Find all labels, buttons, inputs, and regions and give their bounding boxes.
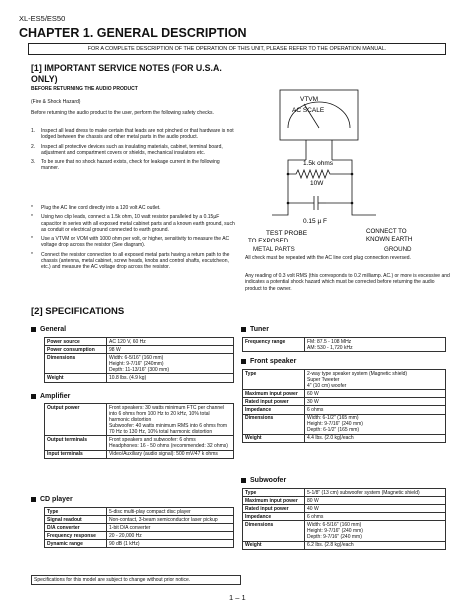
amplifier-spec-table xyxy=(44,403,234,459)
spec-value: 4.4 lbs. (2.0 kg)/each xyxy=(305,434,446,442)
list-marker: 1. xyxy=(31,128,36,134)
table-row xyxy=(243,338,446,352)
exposed-parts-label-1: TO EXPOSED xyxy=(248,238,289,242)
list-marker: 3. xyxy=(31,159,36,166)
spec-value: 90 dB (1 kHz) xyxy=(107,540,234,548)
spec-label: Output power xyxy=(45,404,107,436)
list-text: Connect the resistor connection to all exposed metal parts having a return path to the chassis (antenna, metal cabinet, screw heads, knobs and control shafts, escutcheon, etc.) and measure the AC voltage drop across the resistor. xyxy=(41,251,230,271)
table-row xyxy=(243,414,446,434)
list-text: Using two clip leads, connect a 1.5k ohm, 10 watt resistor paralleled by a 0.15µF capacitor in series with all exposed metal cabinet parts and a known earth ground, such as conduit or electrical ground connected to earth ground. xyxy=(41,214,235,233)
spec-value: Front speakers: 30 watts minimum FTC per channel into 6 ohms from 100 Hz to 20 kHz, 10% total harmonic distortion Subwoofer: 40 watts minimum RMS into 6 ohms from 70 Hz to 130 Hz, 10% total harmonic distortion xyxy=(107,404,234,436)
earth-ground-label-2: KNOWN EARTH xyxy=(366,236,413,242)
table-row xyxy=(243,513,446,521)
table-row xyxy=(45,516,234,524)
spec-label: Type xyxy=(243,489,305,497)
spec-label: Impedance xyxy=(243,513,305,521)
general-heading: General xyxy=(31,326,66,333)
spec-label: D/A converter xyxy=(45,524,107,532)
spec-label: Frequency range xyxy=(243,338,305,352)
spec-label: Dynamic range xyxy=(45,540,107,548)
spec-value: 80 W xyxy=(305,497,446,505)
cd-player-heading: CD player xyxy=(31,496,73,503)
specifications-heading: [2] SPECIFICATIONS xyxy=(31,306,125,317)
specification-change-note: Specifications for this model are subject to change without prior notice. xyxy=(31,575,241,585)
resistor-symbol xyxy=(288,170,352,178)
page-number: 1 – 1 xyxy=(229,593,246,602)
table-row xyxy=(45,532,234,540)
meter-scale-arc xyxy=(288,102,350,128)
list-item xyxy=(31,214,236,233)
subwoofer-spec-table xyxy=(242,488,446,550)
table-row xyxy=(45,450,234,458)
table-row xyxy=(45,540,234,548)
meter-leads xyxy=(306,140,332,160)
table-row xyxy=(45,346,234,354)
safety-check-list xyxy=(31,128,236,175)
spec-label: Dimensions xyxy=(243,414,305,434)
table-row xyxy=(45,508,234,516)
capacitor-wires xyxy=(288,174,352,203)
tuner-heading: Tuner xyxy=(241,326,269,333)
fire-shock-hazard: (Fire & Shock Hazard) xyxy=(31,99,81,105)
table-row xyxy=(243,497,446,505)
section-bullet-icon xyxy=(241,478,246,483)
list-item xyxy=(31,205,236,211)
list-text: To be sure that no shock hazard exists, check for leakage current in the following manner. xyxy=(41,159,220,172)
spec-label: Weight xyxy=(243,541,305,549)
subwoofer-heading: Subwoofer xyxy=(241,477,286,484)
test-probe-label: TEST PROBE xyxy=(266,230,308,237)
spec-value: 98 W xyxy=(107,346,234,354)
list-item xyxy=(31,128,236,141)
spec-value: Front speakers and subwoofer: 6 ohms Headphones: 16 - 50 ohms (recommended: 32 ohms) xyxy=(107,436,234,450)
spec-label: Type xyxy=(243,370,305,390)
table-row xyxy=(243,390,446,398)
front-speaker-spec-table xyxy=(242,369,446,443)
spec-label: Weight xyxy=(45,374,107,382)
spec-label: Power consumption xyxy=(45,346,107,354)
exposed-parts-label-2: METAL PARTS xyxy=(253,246,295,253)
list-marker: * xyxy=(31,236,33,243)
spec-label: Maximum input power xyxy=(243,497,305,505)
spec-label: Power source xyxy=(45,338,107,346)
list-text: Use a VTVM or VOM with 1000 ohm per volt, or higher, sensitivity to measure the AC voltage drop across the resistor (See diagram). xyxy=(41,236,230,249)
list-text: Plug the AC line cord directly into a 120 volt AC outlet. xyxy=(41,205,161,211)
table-row xyxy=(243,398,446,406)
spec-value: Width: 6-5/16" (160 mm) Height: 9-7/16" (240mm) Depth: 11-13/16" (300 mm) xyxy=(107,354,234,374)
cd-player-spec-table xyxy=(44,507,234,548)
table-row xyxy=(243,505,446,513)
spec-value: Video/Auxiliary (audio signal): 500 mV/47 k ohms xyxy=(107,450,234,458)
probe-wires xyxy=(272,203,376,215)
table-row xyxy=(45,374,234,382)
leakage-test-diagram xyxy=(248,82,448,242)
safety-intro: Before returning the audio product to the user, perform the following safety checks. xyxy=(31,110,214,116)
list-item xyxy=(31,252,236,271)
wattage-label: 10W xyxy=(310,180,324,187)
list-item xyxy=(31,159,236,172)
table-row xyxy=(45,338,234,346)
spec-value: Width: 6-1/2" (165 mm) Height: 9-7/16" (240 mm) Depth: 6-1/2" (165 mm) xyxy=(305,414,446,434)
capacitor-label: 0.15 µ F xyxy=(303,218,327,225)
table-row xyxy=(243,521,446,541)
spec-label: Frequency response xyxy=(45,532,107,540)
spec-label: Dimensions xyxy=(243,521,305,541)
list-marker: * xyxy=(31,251,33,258)
operation-manual-banner: FOR A COMPLETE DESCRIPTION OF THE OPERATION OF THIS UNIT, PLEASE REFER TO THE OPERATION MANUAL. xyxy=(28,43,446,55)
spec-label: Dimensions xyxy=(45,354,107,374)
spec-value: 5-disc multi-play compact disc player xyxy=(107,508,234,516)
spec-value: FM: 87.5 - 108 MHz AM: 530 - 1,720 kHz xyxy=(305,338,446,352)
ac-scale-label: AC SCALE xyxy=(292,107,325,114)
section-bullet-icon xyxy=(241,359,246,364)
spec-value: 10.8 lbs. (4.9 kg) xyxy=(107,374,234,382)
table-row xyxy=(45,436,234,450)
capacitor-symbol xyxy=(314,196,318,210)
table-row xyxy=(243,370,446,390)
spec-value: 40 W xyxy=(305,505,446,513)
service-notes-heading: [1] IMPORTANT SERVICE NOTES (FOR U.S.A. ONLY) xyxy=(31,63,222,84)
section-bullet-icon xyxy=(31,497,36,502)
model-number: XL-ES5/ES50 xyxy=(19,14,66,23)
table-row xyxy=(243,434,446,442)
spec-label: Input terminals xyxy=(45,450,107,458)
list-marker: * xyxy=(31,205,33,211)
chapter-title: CHAPTER 1. GENERAL DESCRIPTION xyxy=(19,26,247,40)
front-speaker-heading: Front speaker xyxy=(241,358,296,365)
section-bullet-icon xyxy=(31,327,36,332)
spec-label: Weight xyxy=(243,434,305,442)
resistor-label: 1.5k ohms xyxy=(303,160,333,167)
table-row xyxy=(243,541,446,549)
list-text: Inspect all lead dress to make certain that leads are not pinched or that hardware is not lodged between the chassis and other metal parts in the audio product. xyxy=(41,128,234,141)
list-marker: * xyxy=(31,214,33,221)
spec-label: Type xyxy=(45,508,107,516)
spec-label: Output terminals xyxy=(45,436,107,450)
before-returning-heading: BEFORE RETURNING THE AUDIO PRODUCT xyxy=(31,86,138,92)
general-spec-table xyxy=(44,337,234,383)
spec-label: Impedance xyxy=(243,406,305,414)
list-marker: 2. xyxy=(31,143,36,150)
table-row xyxy=(45,524,234,532)
tuner-spec-table xyxy=(242,337,446,352)
section-bullet-icon xyxy=(31,394,36,399)
list-item xyxy=(31,236,236,249)
earth-ground-label-3: GROUND xyxy=(384,246,412,253)
leakage-limit-note: Any reading of 0.3 volt RMS (this corresponds to 0.2 milliamp. AC.) or more is excessive and indicates a potential shock hazard which must be corrected before returning the audio product to the owner. xyxy=(245,273,450,292)
spec-value: 20 - 20,000 Hz xyxy=(107,532,234,540)
spec-value: 5-1/8" (13 cm) subwoofer system (Magnetic shield) xyxy=(305,489,446,497)
table-row xyxy=(45,404,234,436)
table-row xyxy=(243,406,446,414)
spec-value: Non-contact, 3-beam semiconductor laser pickup xyxy=(107,516,234,524)
leakage-test-steps xyxy=(31,205,236,274)
table-row xyxy=(45,354,234,374)
spec-label: Rated input power xyxy=(243,398,305,406)
spec-value: 6 ohms xyxy=(305,513,446,521)
spec-value: 6 ohms xyxy=(305,406,446,414)
spec-value: Width: 6-5/16" (160 mm) Height: 9-7/16" (240 mm) Depth: 9-7/16" (240 mm) xyxy=(305,521,446,541)
spec-value: 30 W xyxy=(305,398,446,406)
vtvm-label: VTVM xyxy=(300,96,319,103)
spec-value: 1-bit D/A converter xyxy=(107,524,234,532)
spec-value: 6.2 lbs. (2.8 kg)/each xyxy=(305,541,446,549)
repeat-check-note: All check must be repeated with the AC line cord plug connection reversed. xyxy=(245,255,411,261)
list-text: Inspect all protective devices such as insulating materials, cabinet, terminal board, adjustment and compartment covers or shields, mechanical insulators etc. xyxy=(41,143,223,156)
spec-label: Maximum input power xyxy=(243,390,305,398)
earth-ground-label-1: CONNECT TO xyxy=(366,228,407,235)
amplifier-heading: Amplifier xyxy=(31,393,70,400)
spec-value: 60 W xyxy=(305,390,446,398)
spec-label: Rated input power xyxy=(243,505,305,513)
table-row xyxy=(243,489,446,497)
spec-label: Signal readout xyxy=(45,516,107,524)
spec-value: 2-way type speaker system (Magnetic shield) Super Tweeter 4" (10 cm) woofer xyxy=(305,370,446,390)
list-item xyxy=(31,144,236,157)
section-bullet-icon xyxy=(241,327,246,332)
spec-value: AC 120 V, 60 Hz xyxy=(107,338,234,346)
